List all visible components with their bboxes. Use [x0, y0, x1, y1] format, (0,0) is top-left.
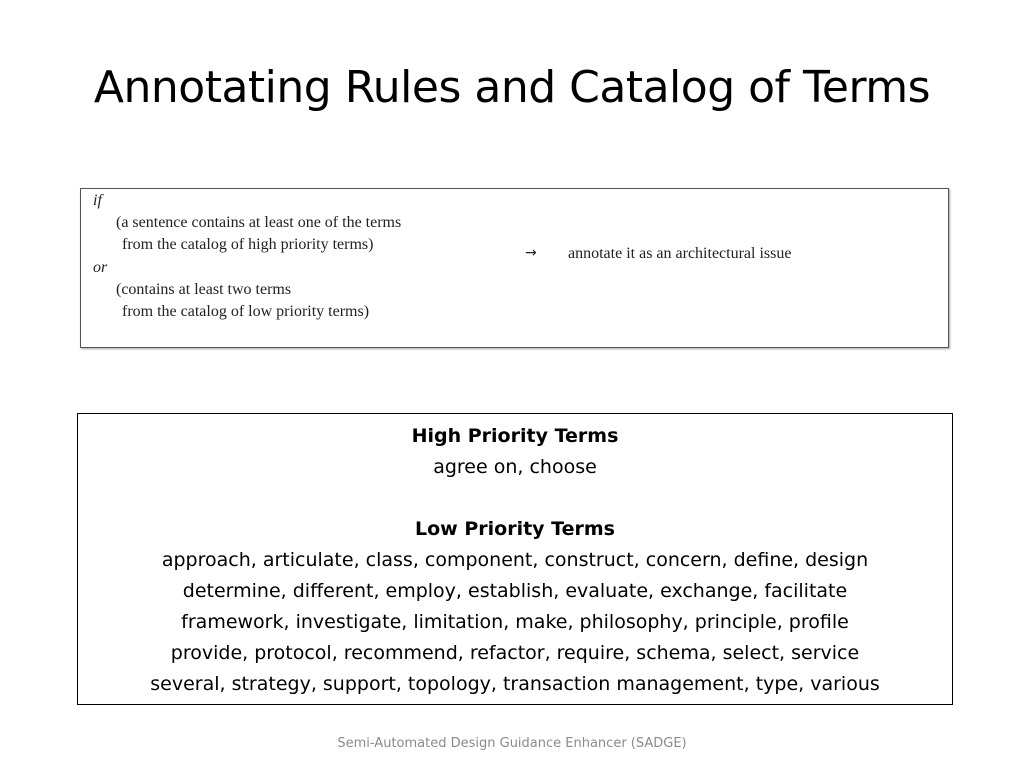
rule-condition-high-line-2: from the catalog of high priority terms)	[122, 236, 374, 253]
low-priority-terms-line: several, strategy, support, topology, transaction management, type, various	[150, 673, 880, 695]
rule-if-keyword: if	[93, 192, 102, 209]
annotation-rule-box	[80, 188, 949, 348]
low-priority-terms-line: framework, investigate, limitation, make, philosophy, principle, profile	[181, 611, 849, 633]
low-priority-heading: Low Priority Terms	[415, 518, 615, 540]
high-priority-heading: High Priority Terms	[411, 425, 619, 447]
right-arrow-icon: →	[525, 245, 537, 261]
rule-action: annotate it as an architectural issue	[568, 245, 792, 262]
rule-condition-low-line-2: from the catalog of low priority terms)	[122, 303, 370, 320]
slide-footer: Semi-Automated Design Guidance Enhancer (SADGE)	[337, 736, 687, 751]
low-priority-terms-line: approach, articulate, class, component, construct, concern, define, design	[161, 549, 869, 571]
catalog-of-terms-box	[77, 413, 953, 705]
terms-spacer	[78, 483, 952, 514]
rule-condition-high-line-1: (a sentence contains at least one of the terms	[116, 214, 402, 231]
rule-condition-low-line-1: (contains at least two terms	[116, 281, 292, 298]
low-priority-terms-line: provide, protocol, recommend, refactor, require, schema, select, service	[170, 642, 860, 664]
low-priority-terms-line: determine, different, employ, establish, evaluate, exchange, facilitate	[182, 580, 848, 602]
rule-or-keyword: or	[93, 259, 108, 276]
high-priority-terms: agree on, choose	[433, 456, 597, 478]
slide-title: Annotating Rules and Catalog of Terms	[93, 62, 931, 113]
